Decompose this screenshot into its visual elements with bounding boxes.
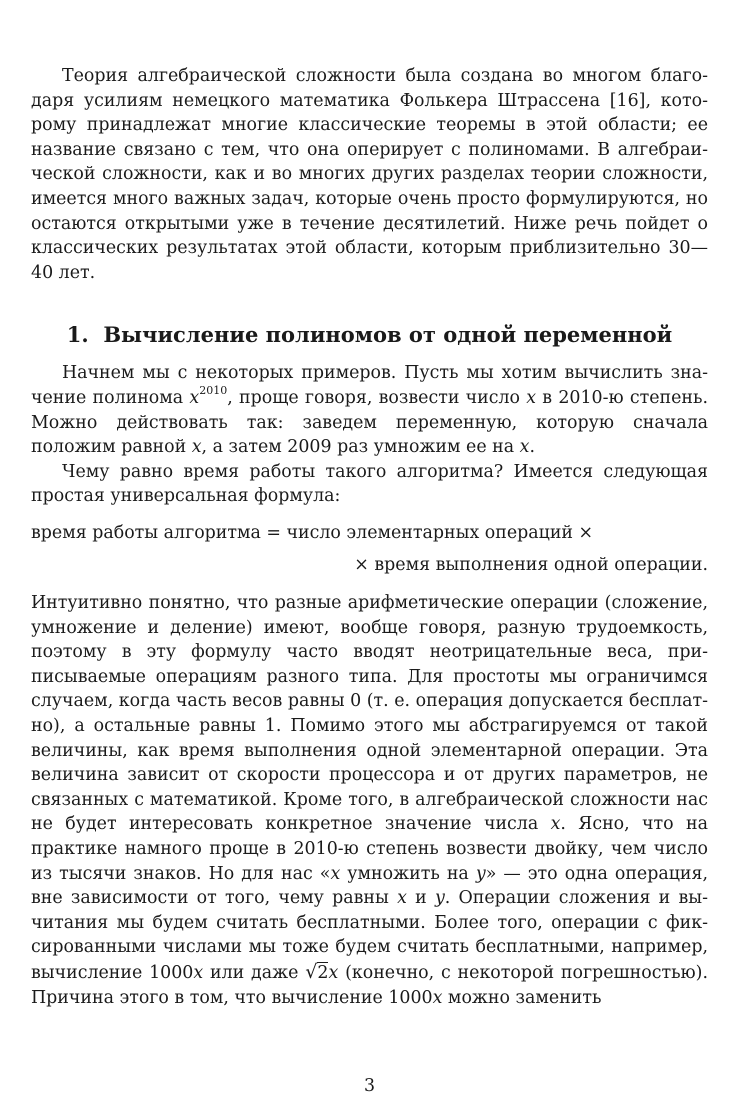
intro-paragraph: Теория алгебраической сложности была создана во многом благодаря усилиям немецкого математика Фолькера Штрассена [16], которому принадлежат многие классические теоремы в этой области; ее название связано с тем, что она оперирует с полиномами. В алгебраической сложности, как и во многих других разделах теории сложности, имеется много важных задач, которые очень просто формулируются, но остаются открытыми уже в течение десятилетий. Ниже речь пойдет о классических результатах этой области, которым приблизительно 30—40 лет. <box>31 66 708 283</box>
section-number: 1. <box>66 322 89 348</box>
paragraph-3: Интуитивно понятно, что разные арифметические операции (сложение, умножение и деление) имеют, вообще говоря, разную трудоемкость, поэтому в эту формулу часто вводят неотрицательные веса, приписываемые операциям разного типа. Для простоты мы ограничимся случаем, когда часть весов равны 0 (т. е. операция допускается бесплатно), а остальные равны 1. Помимо этого мы абстрагируемся от такой величины, как время выполнения одной элементарной операции. Эта величина зависит от скорости процессора и от других параметров, не связанных с математикой. Кроме того, в алгебраической сложности нас не будет интересовать конкретное значение числа x. Ясно, что на практике намного проще в 2010-ю степень возвести двойку, чем число из тысячи знаков. Но для нас «x умножить на y» — это одна операция, вне зависимости от того, чему равны x и y. Операции сложения и вычитания мы будем считать бесплатными. Более того, операции с фиксированными числами мы тоже будем считать бесплатными, например, вычисление 1000x или даже √2x (конечно, с некоторой погрешностью). Причина этого в том, что вычисление 1000x можно заменить <box>31 593 709 1008</box>
page-body <box>31 64 708 1010</box>
section-title: Вычисление полиномов от одной переменной <box>103 322 673 348</box>
formula-line-2: × время выполнения одной операции. <box>354 554 708 575</box>
section-heading <box>31 322 708 348</box>
display-formula <box>31 521 708 577</box>
page-number: 3 <box>363 1076 376 1096</box>
square-root-expression: √2 <box>305 961 329 983</box>
paragraph-2: Чему равно время работы такого алгоритма? Имеется следующая простая универсальная формула: <box>31 461 708 507</box>
paragraph-1: Начнем мы с некоторых примеров. Пусть мы хотим вычислить значение полинома $x^{2010}$, проще говоря, возвести число x в 2010-ю степень. Можно действовать так: заведем переменную, которую сначала положим равной x, а затем 2009 раз умножим ее на x. <box>31 363 708 458</box>
exponent: 2010 <box>199 384 228 398</box>
formula-line-1: время работы алгоритма = число элементарных операций × <box>31 522 594 543</box>
